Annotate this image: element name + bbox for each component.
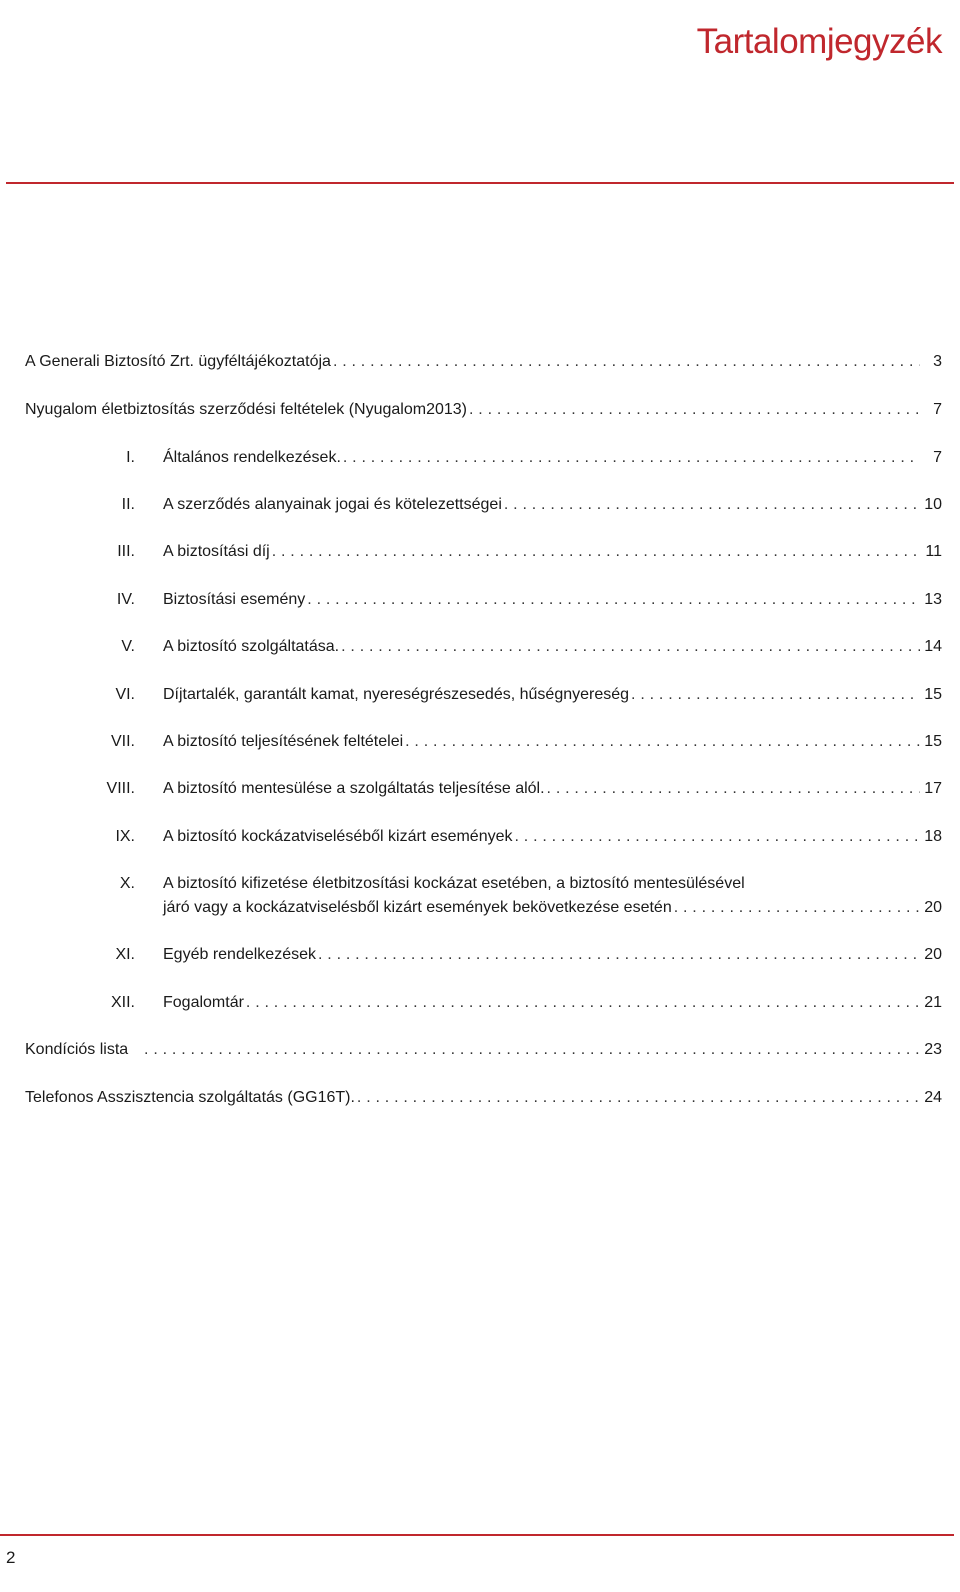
toc-entry-chapter-5[interactable]	[25, 635, 942, 659]
toc-entry-number: X.	[119, 875, 135, 892]
toc-entry-page: 23	[924, 1041, 942, 1058]
toc-entry-title: A biztosító mentesülése a szolgáltatás teljesítése alól.	[163, 780, 545, 797]
toc-entry-title: Telefonos Asszisztencia szolgáltatás (GG16T).	[25, 1089, 355, 1106]
toc-entry-title: A biztosító teljesítésének feltételei	[163, 733, 404, 750]
toc-entry-number: IV.	[116, 591, 135, 608]
page-number: 2	[6, 1548, 16, 1567]
toc-entry-chapter-11[interactable]	[25, 943, 942, 967]
toc-entry-title: Fogalomtár	[163, 994, 244, 1011]
toc-entry-szerzodesi-feltetelek[interactable]	[25, 398, 942, 422]
toc-entry-page: 7	[933, 401, 942, 418]
toc-entry-title: Egyéb rendelkezések	[163, 946, 316, 963]
toc-entry-page: 17	[924, 780, 942, 797]
toc-entry-number: V.	[121, 638, 135, 655]
toc-entry-title: Általános rendelkezések.	[163, 449, 341, 466]
dot-leader	[405, 730, 920, 754]
dot-leader	[674, 896, 920, 920]
toc-entry-page: 15	[924, 733, 942, 750]
toc-entry-number: VIII.	[106, 780, 135, 797]
toc-entry-title: A biztosító kockázatviseléséből kizárt események	[163, 828, 513, 845]
toc-entry-title-line1: A biztosító kifizetése életbitzosítási kockázat esetében, a biztosító mentesülésével	[163, 875, 745, 892]
toc-entry-number: III.	[117, 543, 135, 560]
toc-entry-chapter-2[interactable]	[25, 493, 942, 517]
toc-entry-telefonos-asszisztencia[interactable]	[25, 1086, 942, 1110]
toc-entry-page: 20	[924, 946, 942, 963]
toc-entry-chapter-7[interactable]	[25, 730, 942, 754]
dot-leader	[631, 683, 920, 707]
toc-entry-page: 20	[924, 899, 942, 916]
toc-entry-ugyfeltajekoztato[interactable]	[25, 350, 942, 374]
toc-entry-page: 3	[933, 353, 942, 370]
toc-entry-number: VI.	[115, 686, 135, 703]
dot-leader	[504, 493, 920, 517]
toc-entry-page: 15	[924, 686, 942, 703]
toc-entry-page: 21	[924, 994, 942, 1011]
toc-entry-title: Nyugalom életbiztosítás szerződési feltételek (Nyugalom2013)	[25, 401, 467, 418]
toc-entry-title: A Generali Biztosító Zrt. ügyféltájékoztatója	[25, 353, 331, 370]
toc-entry-title: Biztosítási esemény	[163, 591, 306, 608]
toc-entry-chapter-6[interactable]	[25, 683, 942, 707]
page-title: Tartalomjegyzék	[696, 22, 942, 61]
toc-entry-page: 24	[924, 1089, 942, 1106]
toc-entry-number: VII.	[110, 733, 135, 750]
toc-entry-title: A szerződés alanyainak jogai és kötelezettségei	[163, 496, 502, 513]
toc-entry-title: Kondíciós lista	[25, 1041, 129, 1058]
dot-leader	[272, 540, 920, 564]
dot-leader	[357, 1086, 920, 1110]
toc-entry-chapter-1[interactable]	[25, 446, 942, 470]
dot-leader	[333, 350, 920, 374]
toc-entry-page: 18	[924, 828, 942, 845]
toc-entry-chapter-12[interactable]	[25, 991, 942, 1015]
header-divider	[6, 182, 954, 184]
dot-leader	[343, 446, 920, 470]
toc-entry-page: 11	[925, 543, 942, 560]
toc-entry-number: II.	[121, 496, 135, 513]
toc-entry-number: IX.	[115, 828, 135, 845]
toc-entry-number: XI.	[115, 946, 135, 963]
toc-entry-page: 7	[933, 449, 942, 466]
dot-leader	[469, 398, 920, 422]
dot-leader	[341, 635, 920, 659]
toc-entry-chapter-4[interactable]	[25, 588, 942, 612]
dot-leader	[307, 588, 920, 612]
dot-leader	[515, 825, 921, 849]
toc-entry-chapter-10[interactable]	[25, 872, 942, 920]
toc-entry-chapter-8[interactable]	[25, 777, 942, 801]
footer-divider	[0, 1534, 954, 1536]
dot-leader	[547, 777, 920, 801]
toc-entry-title: A biztosítási díj	[163, 543, 270, 560]
toc-entry-kondicios-lista[interactable]	[25, 1038, 942, 1062]
toc-entry-title: Díjtartalék, garantált kamat, nyereségrészesedés, hűségnyereség	[163, 686, 630, 703]
toc-entry-title: A biztosító szolgáltatása.	[163, 638, 340, 655]
dot-leader	[318, 943, 920, 967]
dot-leader	[144, 1038, 920, 1062]
toc-entry-title: járó vagy a kockázatviselésből kizárt események bekövetkezése esetén	[163, 899, 672, 916]
toc-entry-page: 10	[924, 496, 942, 513]
toc-entry-chapter-9[interactable]	[25, 825, 942, 849]
toc-entry-number: I.	[126, 449, 135, 466]
toc-entry-number: XII.	[110, 994, 135, 1011]
toc-entry-page: 13	[924, 591, 942, 608]
dot-leader	[246, 991, 920, 1015]
toc-entry-page: 14	[924, 638, 942, 655]
toc-entry-chapter-3[interactable]	[25, 540, 942, 564]
